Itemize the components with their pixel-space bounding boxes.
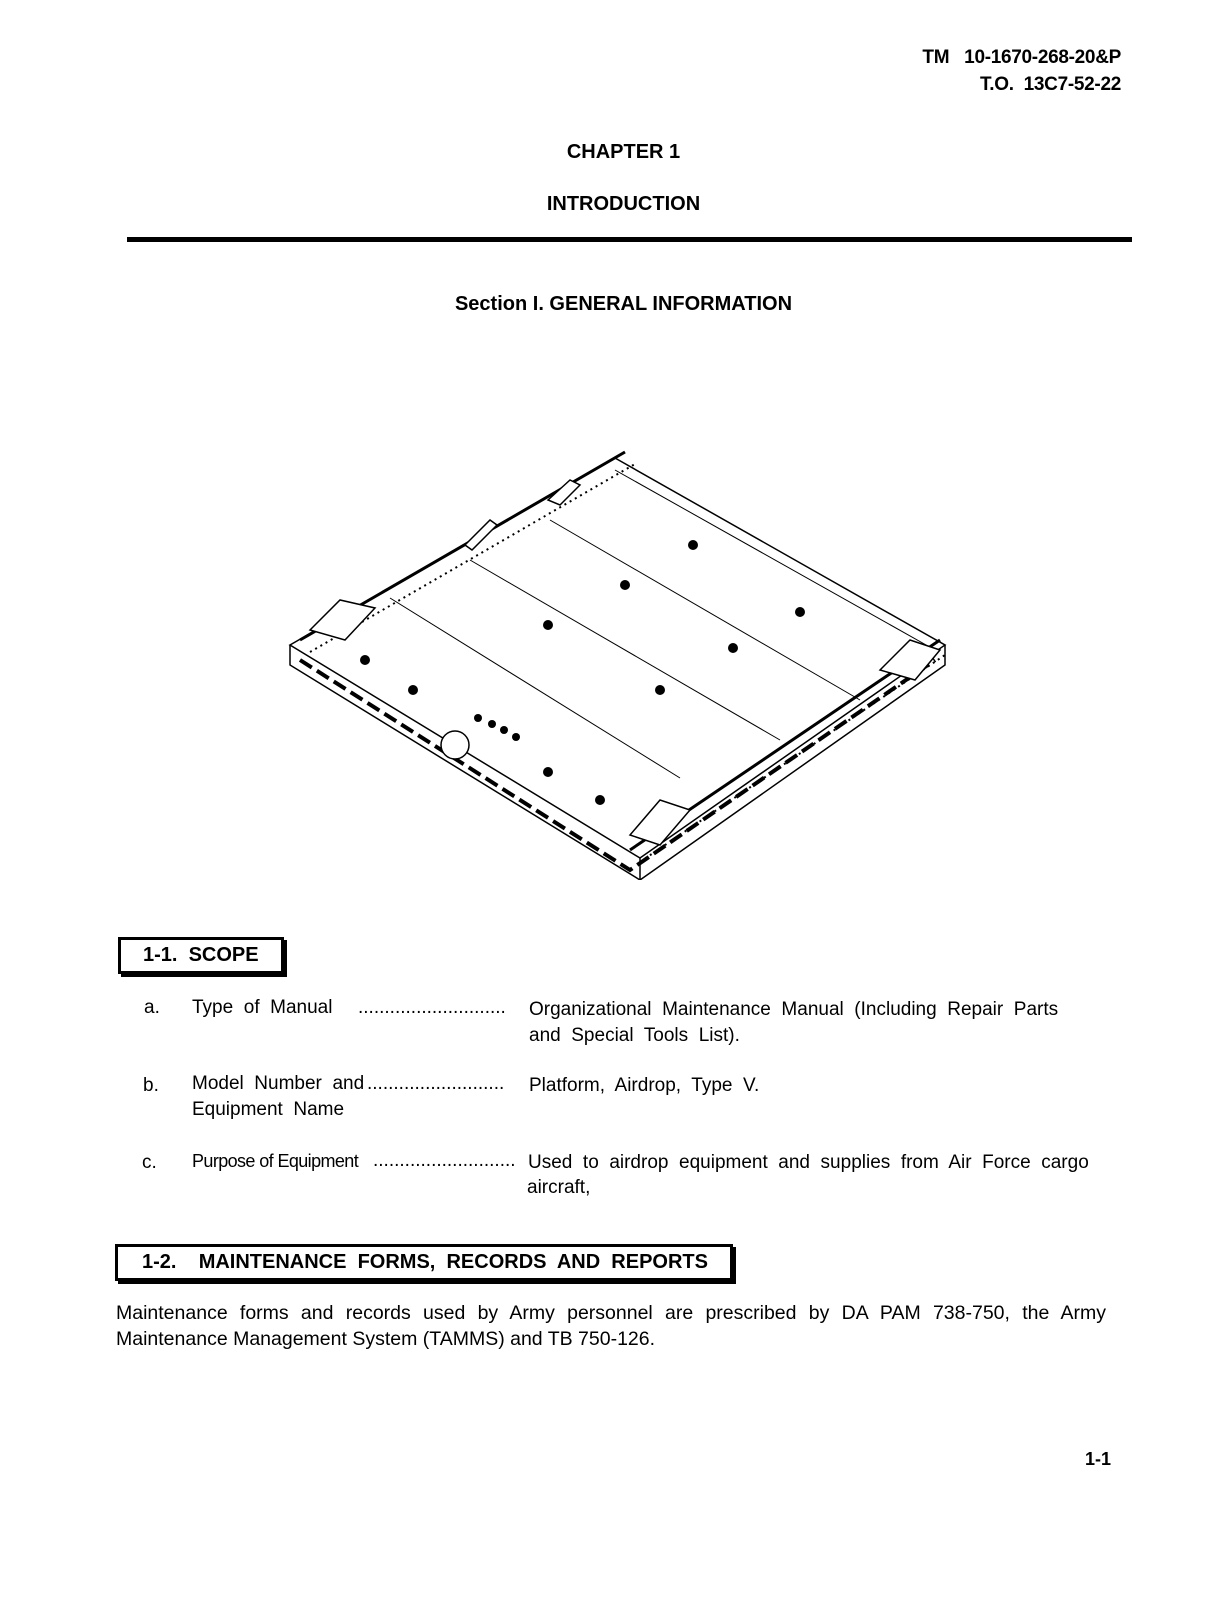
scope-item-c-value: Used to airdrop equipment and supplies from Air Force cargo — [528, 1152, 1089, 1173]
leader-dots: ............................ — [358, 997, 506, 1018]
scope-item-a-value: Organizational Maintenance Manual (Including Repair Parts — [529, 999, 1059, 1020]
section-title: Section I. GENERAL INFORMATION — [454, 293, 793, 315]
scope-item-b-value: Platform, Airdrop, Type V. — [529, 1075, 760, 1096]
to-number: T.O. 13C7-52-22 — [980, 74, 1121, 95]
scope-item-b-letter: b. — [143, 1075, 159, 1096]
leader-dots: ........................... — [373, 1150, 516, 1171]
tm-number: TM 10-1670-268-20&P — [922, 47, 1121, 68]
scope-item-c-letter: c. — [142, 1152, 157, 1173]
scope-item-c-value-cont: aircraft, — [527, 1177, 591, 1198]
scope-item-a-label: Type of Manual — [192, 997, 333, 1018]
chapter-title: INTRODUCTION — [546, 193, 701, 215]
scope-heading: 1-1. SCOPE — [118, 937, 284, 974]
page-number: 1-1 — [1085, 1449, 1112, 1469]
scope-item-a-value-cont: and Special Tools List). — [529, 1025, 740, 1046]
scope-item-c-label: Purpose of Equipment — [192, 1151, 359, 1171]
chapter-label: CHAPTER 1 — [566, 141, 681, 163]
airdrop-platform-illustration — [270, 440, 970, 880]
forms-heading: 1-2. MAINTENANCE FORMS, RECORDS AND REPORTS — [115, 1244, 733, 1281]
forms-paragraph: Maintenance forms and records used by Army personnel are prescribed by DA PAM 738-750, the Army Maintenance Management System (TAMMS) and TB 750-126. — [116, 1302, 1106, 1350]
divider-rule — [127, 237, 1132, 242]
scope-item-b-label: Model Number and — [192, 1073, 365, 1094]
scope-item-b-label-cont: Equipment Name — [192, 1099, 345, 1120]
leader-dots: .......................... — [367, 1073, 505, 1094]
scope-item-a-letter: a. — [144, 997, 160, 1018]
